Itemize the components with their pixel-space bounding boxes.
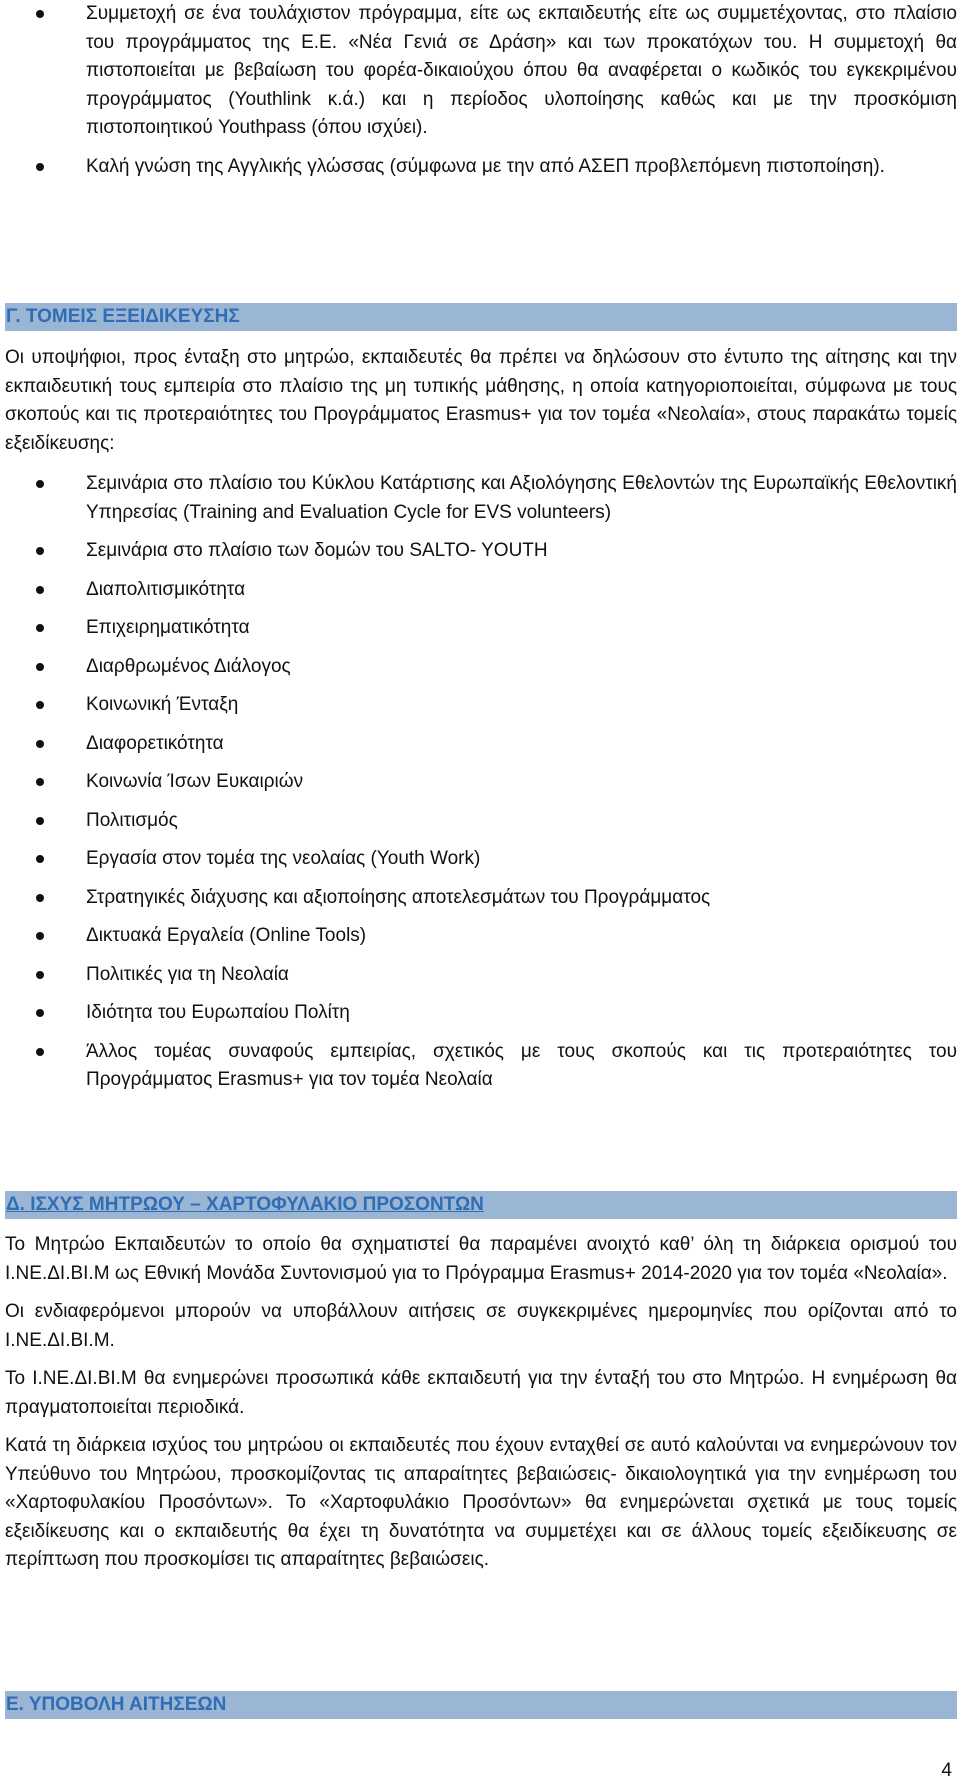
section-g-intro: Οι υποψήφιοι, προς ένταξη στο μητρώο, εκπαιδευτές θα πρέπει να δηλώσουν στο έντυπο της αίτησης και την εκπαιδευτική τους εμπειρία στο πλαίσιο της μη τυπικής μάθησης, η οποία κατηγοριοποιείται, σύμφωνα με τους σκοπούς και τις προτεραιότητες του Προγράμματος Erasmus+ για τον τομέα «Νεολαία», στους παρακάτω τομείς εξειδίκευσης: <box>5 347 957 454</box>
section-d-heading <box>5 1191 957 1219</box>
section-e-title: Ε. ΥΠΟΒΟΛΗ ΑΙΤΗΣΕΩΝ <box>6 1694 227 1715</box>
list-item: Επιχειρηματικότητα <box>5 614 957 643</box>
list-item: Κοινωνία Ίσων Ευκαιριών <box>5 768 957 797</box>
list-item: Κοινωνική Ένταξη <box>5 691 957 720</box>
section-g-body <box>5 344 957 1105</box>
specialization-list <box>5 470 957 1095</box>
section-d-paragraph: Το Ι.ΝΕ.ΔΙ.ΒΙ.Μ θα ενημερώνει προσωπικά κάθε εκπαιδευτή για την ένταξή του στο Μητρώο. Η ενημέρωση θα πραγματοποιείται περιοδικά. <box>5 1368 957 1418</box>
section-g-heading <box>5 303 957 331</box>
list-item: Συμμετοχή σε ένα τουλάχιστον πρόγραμμα, είτε ως εκπαιδευτής είτε ως συμμετέχοντας, στο πλαίσιο του προγράμματος της Ε.Ε. «Νέα Γενιά σε Δράση» και των προκατόχων του. Η συμμετοχή θα πιστοποιείται με βεβαίωση του φορέα-δικαιούχου όπου θα αναφέρεται ο κωδικός του εγκεκριμένου προγράμματος (Youthlink κ.ά.) και η περίοδος υλοποίησης καθώς και με την προσκόμιση πιστοποιητικού Youthpass (όπου ισχύει). <box>5 0 957 143</box>
list-item: Σεμινάρια στο πλαίσιο των δομών του SALTO- YOUTH <box>5 537 957 566</box>
list-item: Στρατηγικές διάχυσης και αξιοποίησης αποτελεσμάτων του Προγράμματος <box>5 884 957 913</box>
list-item: Ιδιότητα του Ευρωπαίου Πολίτη <box>5 999 957 1028</box>
list-item: Διαπολιτισμικότητα <box>5 576 957 605</box>
section-g-title: Γ. ΤΟΜΕΙΣ ΕΞΕΙΔΙΚΕΥΣΗΣ <box>6 306 240 327</box>
list-item: Καλή γνώση της Αγγλικής γλώσσας (σύμφωνα με την από ΑΣΕΠ προβλεπόμενη πιστοποίηση). <box>5 153 957 182</box>
section-e-heading <box>5 1691 957 1719</box>
section-d-paragraph: Οι ενδιαφερόμενοι μπορούν να υποβάλλουν αιτήσεις σε συγκεκριμένες ημερομηνίες που ορίζονται από το Ι.ΝΕ.ΔΙ.ΒΙ.Μ. <box>5 1301 957 1351</box>
section-d-title: Δ. ΙΣΧΥΣ ΜΗΤΡΩΟΥ – ΧΑΡΤΟΦΥΛΑΚΙΟ ΠΡΟΣΟΝΤΩΝ <box>6 1194 484 1215</box>
list-item: Εργασία στον τομέα της νεολαίας (Youth Work) <box>5 845 957 874</box>
section-d-body <box>5 1231 957 1585</box>
list-item: Διαρθρωμένος Διάλογος <box>5 653 957 682</box>
list-item: Πολιτισμός <box>5 807 957 836</box>
list-item: Σεμινάρια στο πλαίσιο του Κύκλου Κατάρτισης και Αξιολόγησης Εθελοντών της Ευρωπαϊκής Εθελοντική Υπηρεσίας (Training and Evaluation Cycle for EVS volunteers) <box>5 470 957 527</box>
requirements-continued <box>5 0 957 191</box>
requirements-bullet-list <box>5 0 957 181</box>
list-item: Άλλος τομέας συναφούς εμπειρίας, σχετικός με τους σκοπούς και τις προτεραιότητες του Προγράμματος Erasmus+ για τον τομέα Νεολαία <box>5 1038 957 1095</box>
section-d-paragraph: Το Μητρώο Εκπαιδευτών το οποίο θα σχηματιστεί θα παραμένει ανοιχτό καθ’ όλη τη διάρκεια ορισμού του Ι.ΝΕ.ΔΙ.ΒΙ.Μ ως Εθνική Μονάδα Συντονισμού για το Πρόγραμμα Erasmus+ 2014-2020 για τον τομέα «Νεολαία». <box>5 1234 957 1284</box>
list-item: Διαφορετικότητα <box>5 730 957 759</box>
page-number: 4 <box>941 1760 952 1781</box>
list-item: Δικτυακά Εργαλεία (Online Tools) <box>5 922 957 951</box>
list-item: Πολιτικές για τη Νεολαία <box>5 961 957 990</box>
section-d-paragraph: Κατά τη διάρκεια ισχύος του μητρώου οι εκπαιδευτές που έχουν ενταχθεί σε αυτό καλούνται να ενημερώνουν τον Υπεύθυνο του Μητρώου, προσκομίζοντας τις απαραίτητες βεβαιώσεις- δικαιολογητικά για την ενημέρωση του «Χαρτοφυλακίου Προσόντων». Το «Χαρτοφυλάκιο Προσόντων» θα ενημερώνεται σχετικά με τους τομείς εξειδίκευσης και ο εκπαιδευτής θα έχει τη δυνατότητα να συμμετέχει και σε άλλους τομείς εξειδίκευσης σε περίπτωση που προσκομίσει τις απαραίτητες βεβαιώσεις. <box>5 1435 957 1570</box>
